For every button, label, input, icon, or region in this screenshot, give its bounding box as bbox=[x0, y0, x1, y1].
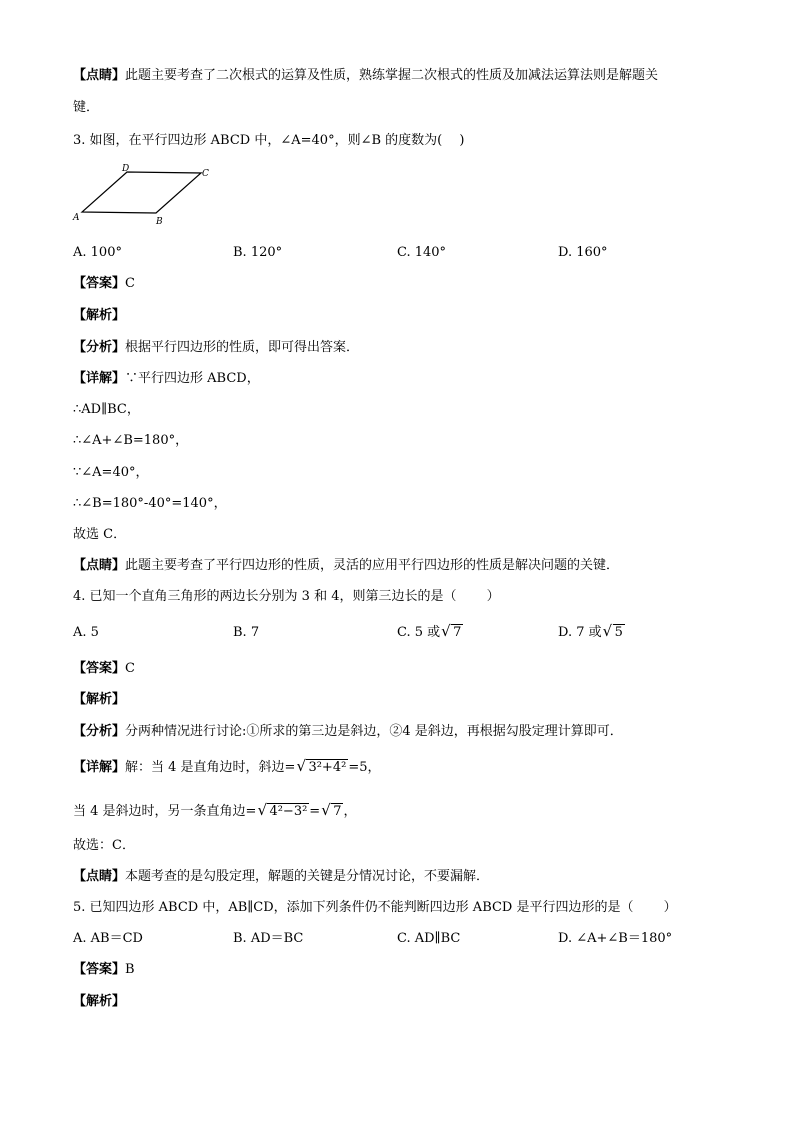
fenxi-text: 根据平行四边形的性质，即可得出答案． bbox=[125, 340, 360, 355]
vertex-label-c: C bbox=[202, 169, 209, 179]
question-5-options bbox=[73, 929, 713, 949]
question-5-stem: 5. 已知四边形 ABCD 中，AB∥CD，添加下列条件仍不能判断四边形 ABCD 是平行四边形的是（ ） bbox=[73, 900, 677, 915]
dianjing-tag: 【点睛】 bbox=[73, 558, 126, 573]
solution-step: 故选 C． bbox=[73, 527, 127, 542]
fenxi-text: 分两种情况进行讨论:①所求的第三边是斜边，②4 是斜边，再根据勾股定理计算即可． bbox=[125, 724, 623, 739]
answer-value: C bbox=[125, 661, 135, 676]
xiangjie-tag: 【详解】 bbox=[73, 760, 126, 775]
option-d: D. ∠A+∠B＝180° bbox=[558, 931, 673, 946]
question-4-answer bbox=[73, 659, 135, 679]
question-4-dianjing bbox=[73, 867, 489, 887]
question-4-choose: 故选：C． bbox=[73, 838, 135, 853]
xiangjie-tag: 【详解】 bbox=[73, 371, 126, 386]
sqrt-leg: √ 4²−3² bbox=[257, 801, 308, 819]
question-5-analysis-tag: 【解析】 bbox=[73, 994, 126, 1009]
dianjing-continuation: 键． bbox=[73, 100, 100, 115]
option-a: A. AB＝CD bbox=[73, 931, 143, 946]
question-3-dianjing bbox=[73, 556, 619, 576]
question-4-fenxi bbox=[73, 722, 623, 742]
solution-step: ∴∠A+∠B=180°， bbox=[73, 433, 189, 448]
fenxi-tag: 【分析】 bbox=[73, 340, 126, 355]
question-3-xiangjie bbox=[73, 369, 260, 389]
answer-tag: 【答案】 bbox=[73, 276, 126, 291]
fenxi-tag: 【分析】 bbox=[73, 724, 126, 739]
option-b: B. AD＝BC bbox=[233, 931, 304, 946]
question-4-line2: 当 4 是斜边时，另一条直角边= √ 4²−3² = √ 7 ， bbox=[73, 802, 357, 822]
option-d: D. 160° bbox=[558, 245, 608, 260]
question-3-stem: 3. 如图，在平行四边形 ABCD 中，∠A=40°，则∠B 的度数为( ) bbox=[73, 133, 465, 148]
question-3-options bbox=[73, 243, 713, 263]
dianjing-paragraph bbox=[73, 66, 658, 86]
question-4-xiangjie: 【详解】解：当 4 是直角边时，斜边= √ 3²+4² =5， bbox=[73, 758, 380, 778]
parallelogram-shape bbox=[82, 172, 201, 213]
question-3-analysis-tag: 【解析】 bbox=[73, 308, 126, 323]
option-b: B. 120° bbox=[233, 245, 283, 260]
option-d: D. 7 或 √ 5 bbox=[558, 623, 625, 643]
option-a: A. 100° bbox=[73, 245, 122, 260]
xiangjie-text: ∵平行四边形 ABCD， bbox=[125, 371, 260, 386]
parallelogram-figure bbox=[70, 160, 220, 226]
solution-step: ∴AD∥BC， bbox=[73, 402, 140, 417]
dianjing-tag: 【点睛】 bbox=[73, 869, 126, 884]
sqrt-5: √ 5 bbox=[602, 622, 623, 640]
question-4-stem: 4. 已知一个直角三角形的两边长分别为 3 和 4，则第三边长的是（ ） bbox=[73, 589, 500, 604]
question-5-answer bbox=[73, 960, 135, 980]
question-4-options bbox=[73, 623, 713, 643]
answer-value: B bbox=[125, 962, 135, 977]
answer-tag: 【答案】 bbox=[73, 661, 126, 676]
dianjing-tag: 【点睛】 bbox=[73, 68, 126, 83]
question-3-answer bbox=[73, 274, 135, 294]
option-b: B. 7 bbox=[233, 625, 260, 640]
vertex-label-d: D bbox=[122, 164, 130, 174]
option-c: C. 5 或 √ 7 bbox=[397, 623, 463, 643]
question-4-analysis-tag: 【解析】 bbox=[73, 692, 126, 707]
vertex-label-a: A bbox=[73, 213, 80, 223]
dianjing-text: 此题主要考查了二次根式的运算及性质，熟练掌握二次根式的性质及加减法运算法则是解题关 bbox=[125, 68, 659, 83]
sqrt-7: √ 7 bbox=[321, 801, 342, 819]
sqrt-7: √ 7 bbox=[441, 622, 462, 640]
dianjing-text: 此题主要考查了平行四边形的性质，灵活的应用平行四边形的性质是解决问题的关键． bbox=[125, 558, 620, 573]
question-3-fenxi bbox=[73, 338, 359, 358]
option-a: A. 5 bbox=[73, 625, 99, 640]
solution-step: ∵∠A=40°， bbox=[73, 465, 149, 480]
solution-step: ∴∠B=180°-40°=140°， bbox=[73, 496, 227, 511]
option-c: C. 140° bbox=[397, 245, 447, 260]
dianjing-text: 本题考查的是勾股定理，解题的关键是分情况讨论，不要漏解． bbox=[125, 869, 490, 884]
answer-tag: 【答案】 bbox=[73, 962, 126, 977]
vertex-label-b: B bbox=[156, 217, 163, 226]
sqrt-hypotenuse: √ 3²+4² bbox=[296, 757, 347, 775]
answer-value: C bbox=[125, 276, 135, 291]
option-c: C. AD∥BC bbox=[397, 931, 461, 946]
